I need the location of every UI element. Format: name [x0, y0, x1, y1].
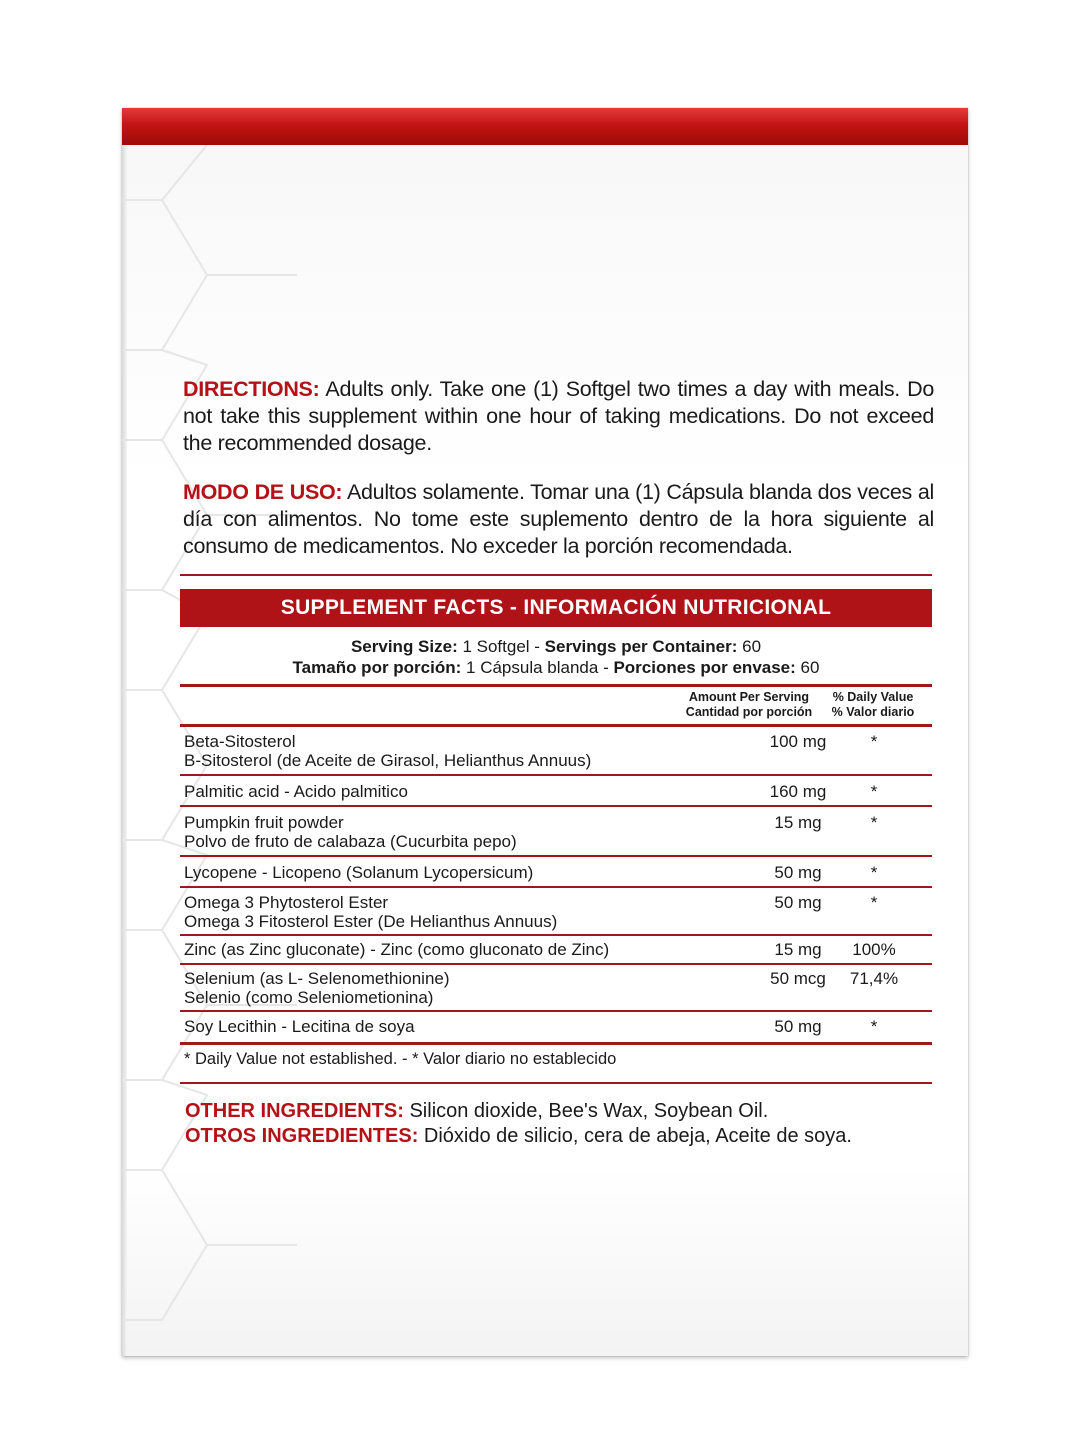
other-ingredients-es [185, 1124, 852, 1148]
row-divider [180, 886, 932, 888]
ingredient-daily-value: * [870, 813, 878, 832]
ingredient-daily-value: * [870, 893, 878, 912]
ingredient-name-es: B-Sitosterol (de Aceite de Girasol, Helianthus Annuus) [184, 751, 592, 770]
modo-de-uso-paragraph [183, 479, 934, 560]
divider [180, 574, 932, 576]
ingredient-name: Soy Lecithin - Lecitina de soya [184, 1017, 415, 1036]
ingredient-daily-value: * [870, 732, 878, 751]
ingredient-amount: 50 mg [774, 893, 822, 912]
column-header-dv-es: % Valor diario [831, 705, 915, 719]
column-header-amount-en: Amount Per Serving [688, 690, 810, 704]
ingredient-name-es: Selenio (como Seleniometionina) [184, 988, 434, 1007]
ingredient-amount: 15 mg [774, 940, 822, 959]
row-divider [180, 1010, 932, 1012]
daily-value-footnote: * Daily Value not established. - * Valor diario no establecido [184, 1050, 617, 1068]
ingredient-name: Selenium (as L- Selenomethionine) [184, 969, 450, 988]
column-header-amount [678, 690, 820, 720]
ingredient-daily-value: * [870, 1017, 878, 1036]
ingredient-daily-value: 71,4% [849, 969, 899, 988]
column-header-dv-en: % Daily Value [832, 690, 914, 704]
directions-paragraph [183, 376, 934, 457]
row-divider [180, 774, 932, 776]
ingredient-amount: 50 mg [774, 1017, 822, 1036]
serving-size-value: 1 Softgel - [457, 637, 545, 656]
ingredient-name: Omega 3 Phytosterol Ester [184, 893, 389, 912]
servings-per-container-value: 60 [737, 637, 762, 656]
serving-size-label: Serving Size: [350, 637, 458, 656]
row-divider [180, 805, 932, 807]
product-box-back [122, 108, 968, 1356]
row-divider [180, 855, 932, 857]
modo-de-uso-text: Adultos solamente. Tomar una (1) Cápsula blanda dos veces al día con alimentos. No tome este suplemento dentro de la hora siguiente al consumo de medicamentos. No exceder la porción recomendada. [183, 480, 934, 558]
ingredient-name: Pumpkin fruit powder [184, 813, 344, 832]
ingredient-daily-value: * [870, 782, 878, 801]
directions-text: Adults only. Take one (1) Softgel two times a day with meals. Do not take this supplement within one hour of taking medications. Do not exceed the recommended dosage. [183, 377, 934, 455]
ingredient-daily-value: 100% [852, 940, 896, 959]
servings-per-container-label: Servings per Container: [544, 637, 738, 656]
column-header-daily-value [822, 690, 924, 720]
tamano-porcion-label: Tamaño por porción: [292, 658, 462, 677]
column-header-amount-es: Cantidad por porción [685, 705, 813, 719]
otros-ingredientes-label: OTROS INGREDIENTES: [185, 1125, 419, 1147]
ingredient-name: Beta-Sitosterol [184, 732, 296, 751]
row-divider [180, 963, 932, 965]
serving-size-en [180, 637, 932, 657]
directions-label: DIRECTIONS: [183, 377, 320, 401]
other-ingredients-label: OTHER INGREDIENTS: [185, 1100, 404, 1122]
modo-de-uso-label: MODO DE USO: [183, 480, 343, 504]
row-divider [180, 934, 932, 936]
ingredient-amount: 15 mg [774, 813, 822, 832]
supplement-facts-title: SUPPLEMENT FACTS - INFORMACIÓN NUTRICIONAL [180, 589, 932, 627]
ingredient-amount: 100 mg [769, 732, 827, 751]
divider [180, 684, 932, 687]
ingredient-daily-value: * [870, 863, 878, 882]
ingredient-amount: 160 mg [769, 782, 827, 801]
porciones-envase-value: 60 [795, 658, 820, 677]
ingredient-amount: 50 mg [774, 863, 822, 882]
otros-ingredientes-text: Dióxido de silicio, cera de abeja, Aceite de soya. [418, 1125, 852, 1147]
ingredient-amount: 50 mcg [770, 969, 826, 988]
tamano-porcion-value: 1 Cápsula blanda - [461, 658, 614, 677]
ingredient-name-es: Omega 3 Fitosterol Ester (De Helianthus Annuus) [184, 912, 558, 931]
divider [180, 1082, 932, 1084]
ingredient-name: Zinc (as Zinc gluconate) - Zinc (como gluconato de Zinc) [184, 940, 610, 959]
other-ingredients-text: Silicon dioxide, Bee's Wax, Soybean Oil. [403, 1100, 769, 1122]
divider [180, 1042, 932, 1045]
serving-size-es [180, 658, 932, 678]
other-ingredients-en [185, 1099, 768, 1123]
divider [180, 724, 932, 727]
ingredient-name-es: Polvo de fruto de calabaza (Cucurbita pepo) [184, 832, 517, 851]
ingredient-name: Palmitic acid - Acido palmitico [184, 782, 408, 801]
ingredient-name: Lycopene - Licopeno (Solanum Lycopersicum) [184, 863, 534, 882]
porciones-envase-label: Porciones por envase: [613, 658, 796, 677]
